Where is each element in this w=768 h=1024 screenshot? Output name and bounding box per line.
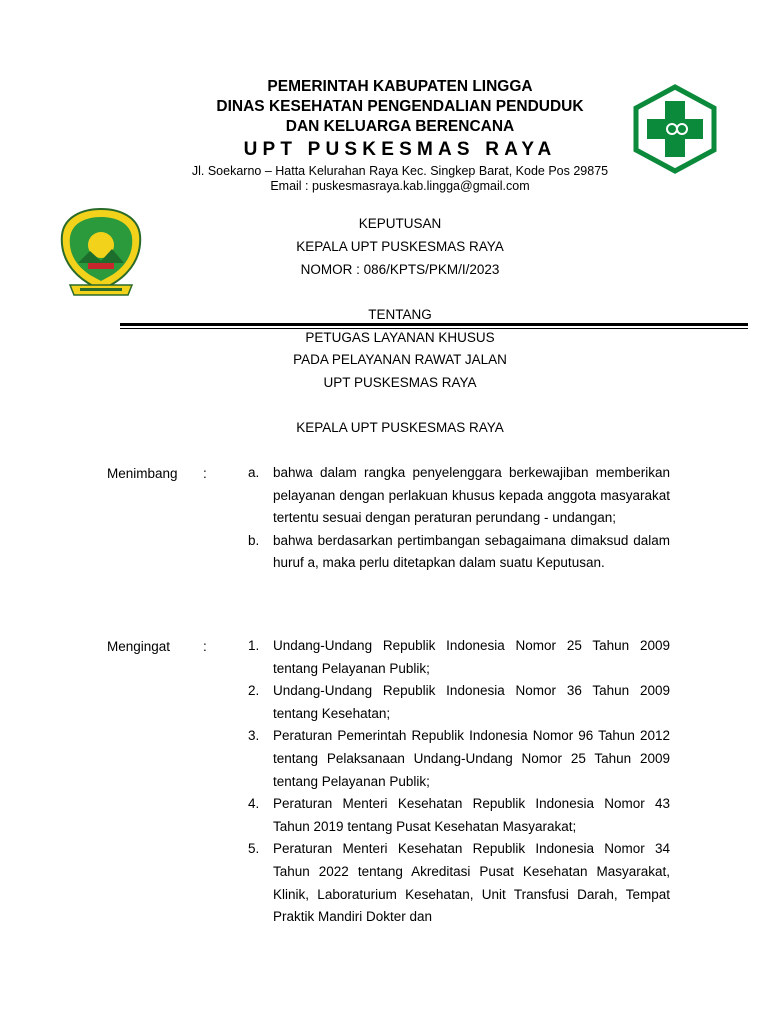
decision-subject-1: PETUGAS LAYANAN KHUSUS [305,330,495,345]
item-marker: b. [248,532,260,548]
header-unit-title: UPT PUSKESMAS RAYA [243,139,557,160]
item-marker: 3. [248,728,260,744]
item-marker: 4. [248,796,260,812]
list-item [248,725,670,793]
mengingat-list [248,635,670,929]
header-agency-cont: DAN KELUARGA BERENCANA [285,118,515,135]
decision-subject-2: PADA PELAYANAN RAWAT JALAN [293,352,507,367]
item-text: Undang-Undang Republik Indonesia Nomor 25 Tahun 2009 tentang Pelayanan Publik; [273,638,670,676]
item-marker: 2. [248,683,260,699]
decision-number: NOMOR : 086/KPTS/PKM/I/2023 [300,262,500,277]
header-government: PEMERINTAH KABUPATEN LINGGA [267,78,533,95]
item-text: Peraturan Menteri Kesehatan Republik Indonesia Nomor 43 Tahun 2019 tentang Pusat Kesehatan Masyarakat; [273,796,670,834]
item-marker: 5. [248,841,260,857]
list-item [248,530,670,575]
decision-title: KEPUTUSAN [358,216,442,231]
menimbang-colon: : [203,466,207,481]
decision-official: KEPALA UPT PUSKESMAS RAYA [296,420,504,435]
header-email: Email : puskesmasraya.kab.lingga@gmail.com [270,179,530,193]
regency-emblem [58,205,144,301]
header-agency: DINAS KESEHATAN PENGENDALIAN PENDUDUK [216,98,584,115]
list-item [248,838,670,928]
item-marker: a. [248,465,260,480]
item-text: Peraturan Pemerintah Republik Indonesia Nomor 96 Tahun 2012 tentang Pelaksanaan Undang-Undang Nomor 25 Tahun 2009 tentang Pelayanan Publik; [273,728,670,789]
list-item [248,635,670,680]
list-item [248,680,670,725]
item-text: Peraturan Menteri Kesehatan Republik Indonesia Nomor 34 Tahun 2022 tentang Akreditasi Pusat Kesehatan Masyarakat, Klinik, Laboraturium Kesehatan, Unit Transfusi Darah, Tempat Praktik Mandiri Dokter dan [273,841,670,925]
puskesmas-logo [632,84,718,174]
list-item [248,462,670,530]
item-text: bahwa dalam rangka penyelenggara berkewajiban memberikan pelayanan dengan perlakuan khusus kepada anggota masyarakat tertentu sesuai dengan peraturan perundang - undangan; [273,465,670,526]
mengingat-label: Mengingat [107,639,171,654]
item-marker: 1. [248,638,260,653]
list-item [248,793,670,838]
header-address: Jl. Soekarno – Hatta Kelurahan Raya Kec. Singkep Barat, Kode Pos 29875 [191,164,609,178]
header-rule-thin [120,328,748,329]
decision-issuer: KEPALA UPT PUSKESMAS RAYA [296,239,504,254]
decision-about: TENTANG [368,307,432,322]
header-rule-thick [120,323,748,326]
mengingat-colon: : [203,639,207,654]
decision-subject-3: UPT PUSKESMAS RAYA [323,375,477,390]
item-text: Undang-Undang Republik Indonesia Nomor 36 Tahun 2009 tentang Kesehatan; [273,683,670,721]
menimbang-label: Menimbang [107,466,178,481]
item-text: bahwa berdasarkan pertimbangan sebagaimana dimaksud dalam huruf a, maka perlu ditetapkan dalam suatu Keputusan. [273,532,670,571]
menimbang-list [248,462,670,575]
